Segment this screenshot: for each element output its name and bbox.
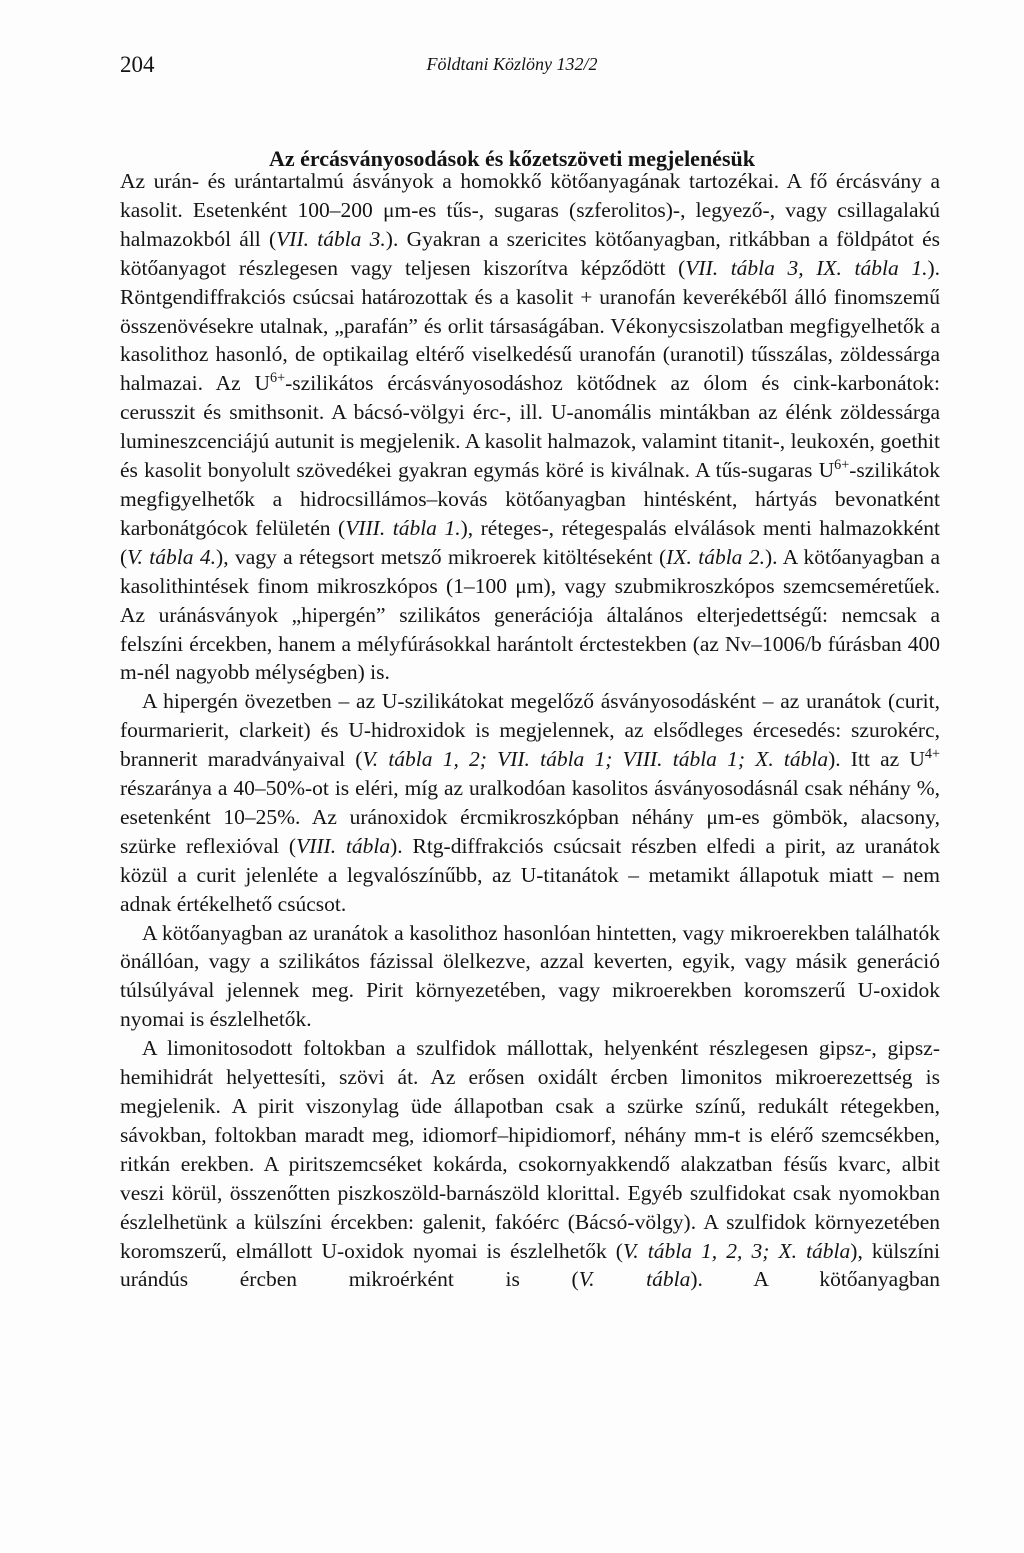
table-reference: VII. tábla 3. — [276, 226, 386, 251]
superscript: 4+ — [924, 746, 940, 763]
page-number: 204 — [120, 52, 155, 77]
text-run: ). Itt az U — [828, 747, 925, 772]
text-run: A limonitosodott foltokban a szulfidok mállottak, helyenként részlegesen gipsz-, gipsz-hemihidrát helyettesíti, szövi át. Az erősen oxidált ércben limonitos mikroerezettség is megjelenik. A pirit viszonylag üde állapotban csak a szürke színű, redukált rétegekben, sávokban, foltokban maradt meg, idiomorf–hipidiomorf, néhány mm-t is elérő szemcsékben, ritkán erekben. A piritszemcséket kokárda, csokornyakkendő alakzatban fésűs kvarc, albit veszi körül, összenőtten piszkoszöld-barnászöld klorittal. Egyéb szulfidokat csak nyomokban észlelhetünk a külszíni ércekben: galenit, fakóérc (Bácsó-völgy). A szulfidok környezetében koromszerű, elmállott U-oxidok nyomai is észlelhetők ( — [120, 1036, 940, 1263]
paragraph — [120, 167, 940, 687]
text-run: ). A kötőanyagban a kasolithintések finom mikroszkópos (1–100 μm), vagy szubmikroszkópos szemcseméretűek. Az uránásványok „hipergén” szilikátos generációja általános elterjedettségű: nemcsak a felszíni ércekben, hanem a mélyfúrásokkal harántolt érctestekben (az Nv–1006/b fúrásban 400 m-nél nagyobb mélységben) is. — [120, 544, 940, 685]
table-reference: V. tábla 1, 2, 3; X. tábla — [622, 1238, 851, 1263]
text-run: ). A kötőanyagban — [690, 1267, 940, 1292]
text-run: ), vagy a rétegsort metsző mikroerek kitöltéseként ( — [216, 544, 667, 569]
table-reference: IX. tábla 2. — [666, 544, 765, 569]
superscript: 6+ — [834, 457, 850, 474]
text-run: Az urán- és urántartalmú ásványok a homokkő kötőanyagának tartozékai. A fő ércásvány a kasolit. Esetenként 100–200 μm-es tűs-, sugaras (szferolitos)-, legyező-, vagy csillagalakú halmazokból áll ( — [120, 169, 940, 251]
text-run: ). Rtg-diffrakciós csúcsait részben elfedi a pirit, az uranátok közül a curit jelenléte a legvalószínűbb, az U-titanátok – metamikt állapotuk miatt – nem adnak értékelhető csúcsot. — [120, 833, 941, 916]
journal-title: Földtani Közlöny 132/2 — [426, 54, 598, 74]
paragraph — [120, 687, 940, 918]
text-run: A kötőanyagban az uranátok a kasolithoz hasonlóan hintetten, vagy mikroerekben találhatók önállóan, vagy a szilikátos fázissal ölelkezve, azzal keverten, egyik, vagy másik generáció túlsúlyával jelennek meg. Pirit környezetében, vagy mikroerekben koromszerű U-oxidok nyomai is észlelhetők. — [120, 920, 940, 1032]
body-text — [120, 167, 940, 1294]
table-reference: VII. tábla 3, IX. tábla 1. — [685, 255, 928, 280]
paragraph — [120, 1034, 940, 1294]
section-title: Az ércásványosodások és kőzetszöveti megjelenésük — [269, 146, 755, 172]
text-run: -szilikátok megfigyelhetők a hidrocsillámos–kovás kötőanyagban hintésként, hártyás bevonatként karbonátgócok felületén ( — [120, 458, 940, 540]
superscript: 6+ — [270, 370, 286, 387]
text-run: ), réteges-, rétegespalás elválások menti halmazokként ( — [120, 515, 940, 569]
text-run: ), külszíni urándús ércben mikroérként is ( — [120, 1238, 940, 1292]
table-reference: VIII. tábla — [296, 833, 391, 858]
running-header — [120, 52, 904, 82]
paragraph — [120, 919, 940, 1035]
text-run: A hipergén övezetben – az U-szilikátokat megelőző ásványosodásként – az uranátok (curit, fourmarierit, clarkeit) és U-hidroxidok is megjelennek, az elsődleges ércesedés: szurokérc, brannerit maradványaival ( — [120, 689, 940, 772]
table-reference: V. tábla 4. — [127, 544, 217, 569]
table-reference: V. tábla — [578, 1267, 691, 1292]
text-run: -szilikátos ércásványosodáshoz kötődnek az ólom és cink-karbonátok: cerusszit és smithsonit. A bácsó-völgyi érc-, ill. U-anomális mintákban az élénk zöldessárga lumineszcenciájú autunit is megjelenik. A kasolit halmazok, valamint titanit-, leukoxén, goethit és kasolit bonyolult szövedékei gyakran egymás köré is kiválnak. A tűs-sugaras U — [120, 371, 940, 483]
text-run: ). Gyakran a szericites kötőanyagban, ritkábban a földpátot és kötőanyagot részlegesen vagy teljesen kiszorítva képződött ( — [120, 226, 940, 280]
table-reference: VIII. tábla 1. — [345, 515, 461, 540]
text-run: részaránya a 40–50%-ot is eléri, míg az uralkodóan kasolitos ásványosodásnál csak néhány %, esetenként 10–25%. Az uránoxidok ércmikroszkópban néhány μm-es gömbök, alacsony, szürke reflexióval ( — [120, 776, 940, 858]
text-run: ). Röntgendiffrakciós csúcsai határozottak és a kasolit + uranofán keverékéből álló finomszemű összenövésekre utalnak, „parafán” és orlit társaságában. Vékonycsiszolatban megfigyelhetők a kasolithoz hasonló, de optikailag eltérő viselkedésű uranofán (uranotil) tűsszálas, zöldessárga halmazai. Az U — [120, 255, 941, 396]
table-reference: V. tábla 1, 2; VII. tábla 1; VIII. tábla 1; X. tábla — [362, 747, 829, 772]
